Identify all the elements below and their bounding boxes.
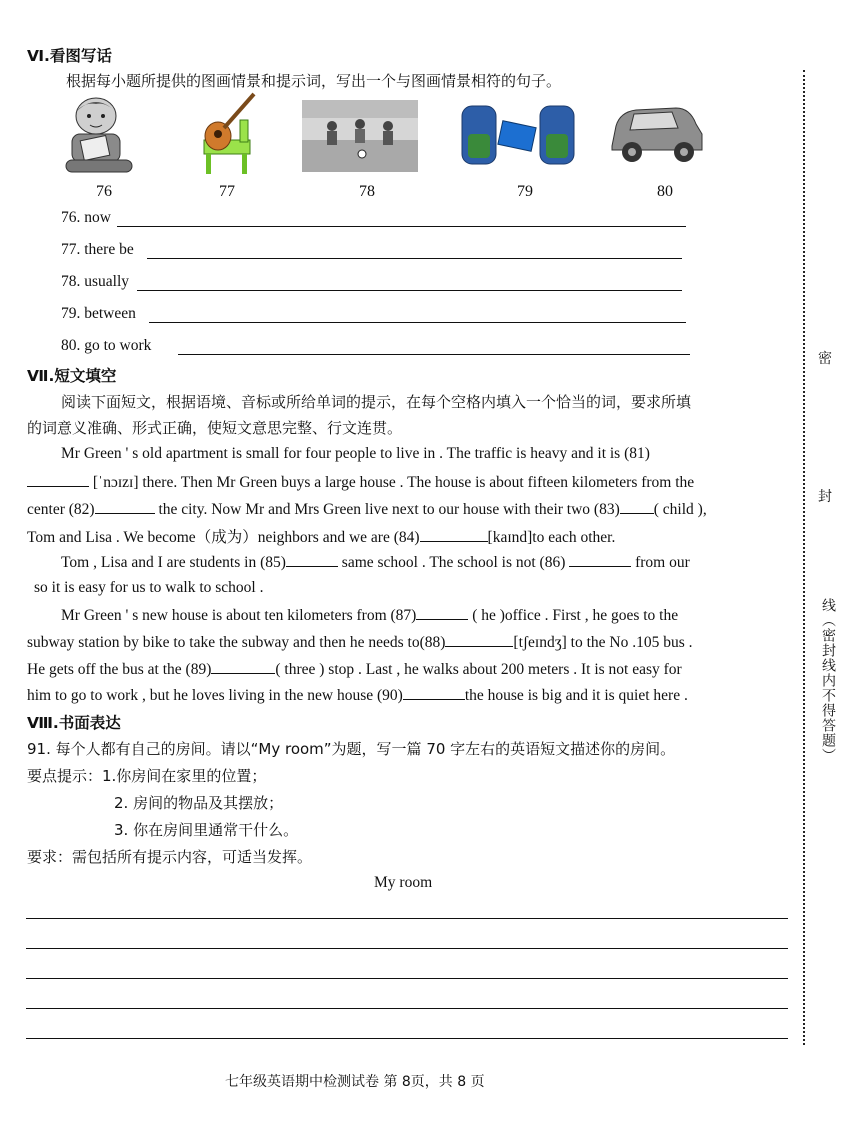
writing-hint: 3. 你在房间里通常干什么。 xyxy=(114,821,299,839)
blank-88[interactable] xyxy=(445,632,513,647)
writing-hint: 2. 房间的物品及其摆放； xyxy=(114,794,284,812)
passage-line: Tom and Lisa . We become（成为）neighbors and we are (84) [kaɪnd]to each other. xyxy=(27,529,616,546)
blank-85[interactable] xyxy=(286,552,338,567)
blank-90[interactable] xyxy=(403,685,465,700)
passage-line: subway station by bike to take the subway and then he needs to(88) [tʃeɪndʒ] to the No .105 bus . xyxy=(27,634,693,651)
picture-number: 78 xyxy=(359,183,375,200)
answer-line-79[interactable] xyxy=(149,322,686,323)
passage-line: Mr Green ' s old apartment is small for four people to live in . The traffic is heavy and it is (81) xyxy=(61,445,650,462)
boy-reading-icon xyxy=(58,94,138,176)
answer-line-80[interactable] xyxy=(178,354,690,355)
item-80-label: 80. go to work xyxy=(61,337,152,354)
page-footer: 七年级英语期中检测试卷 第 8页，共 8 页 xyxy=(225,1074,485,1090)
writing-hint: 要点提示：1.你房间在家里的位置； xyxy=(27,767,267,785)
blank-84[interactable] xyxy=(420,527,488,542)
picture-number: 77 xyxy=(219,183,235,200)
passage-line: him to go to work , but he loves living in the new house (90) the house is big and it is quiet here . xyxy=(27,687,688,704)
writing-task: 91. 每个人都有自己的房间。请以“My room”为题，写一篇 70 字左右的英语短文描述你的房间。 xyxy=(27,740,676,758)
writing-line[interactable] xyxy=(26,1008,788,1009)
section7-instruction: 阅读下面短文，根据语境、音标或所给单词的提示，在每个空格内填入一个恰当的词，要求所填 xyxy=(61,393,692,411)
item-79-label: 79. between xyxy=(61,305,136,322)
item-77-label: 77. there be xyxy=(61,241,134,258)
blank-81[interactable] xyxy=(27,472,89,487)
section6-heading: Ⅵ.看图写话 xyxy=(27,47,112,65)
writing-line[interactable] xyxy=(26,948,788,949)
binding-label: 线（密封线内不得答题） xyxy=(820,598,836,763)
section6-instruction: 根据每小题所提供的图画情景和提示词，写出一个与图画情景相符的句子。 xyxy=(66,72,562,90)
answer-line-76[interactable] xyxy=(117,226,686,227)
blank-86[interactable] xyxy=(569,552,631,567)
passage-line: Tom , Lisa and I are students in (85) same school . The school is not (86) from our xyxy=(61,554,690,571)
writing-line[interactable] xyxy=(26,918,788,919)
blank-89[interactable] xyxy=(211,659,275,674)
blank-82[interactable] xyxy=(95,499,155,514)
passage-line: so it is easy for us to walk to school . xyxy=(34,579,264,596)
soccer-players-icon xyxy=(302,100,418,172)
item-78-label: 78. usually xyxy=(61,273,130,290)
answer-line-77[interactable] xyxy=(147,258,682,259)
item-76-label: 76. now xyxy=(61,209,111,226)
passage-line: [ˈnɔɪzɪ] there. Then Mr Green buys a large house . The house is about fifteen kilometers from the xyxy=(27,472,694,492)
blank-83[interactable] xyxy=(620,499,654,514)
binding-label: 密 xyxy=(818,351,832,367)
binding-label: 封 xyxy=(818,489,832,505)
picture-number: 79 xyxy=(517,183,533,200)
guitar-on-chair-icon xyxy=(196,90,262,176)
answer-line-78[interactable] xyxy=(137,290,682,291)
section8-heading: Ⅷ.书面表达 xyxy=(27,714,121,732)
writing-line[interactable] xyxy=(26,1038,788,1039)
writing-title: My room xyxy=(374,874,433,891)
passage-line: He gets off the bus at the (89) ( three ) stop . Last , he walks about 200 meters . It is not easy for xyxy=(27,661,682,678)
section7-heading: Ⅶ.短文填空 xyxy=(27,367,117,385)
blank-87[interactable] xyxy=(416,605,468,620)
writing-line[interactable] xyxy=(26,978,788,979)
picture-number: 76 xyxy=(96,183,112,200)
writing-requirement: 要求：需包括所有提示内容，可适当发挥。 xyxy=(27,848,313,866)
book-between-backpacks-icon xyxy=(460,96,576,170)
passage-line: center (82) the city. Now Mr and Mrs Green live next to our house with their two (83) ( child ), xyxy=(27,501,707,518)
binding-dotted-line xyxy=(803,70,805,1045)
picture-number: 80 xyxy=(657,183,673,200)
passage-line: Mr Green ' s new house is about ten kilometers from (87) ( he )office . First , he goes to the xyxy=(61,607,679,624)
car-icon xyxy=(606,100,706,170)
section7-instruction: 的词意义准确、形式正确，使短文意思完整、行文连贯。 xyxy=(27,419,403,437)
